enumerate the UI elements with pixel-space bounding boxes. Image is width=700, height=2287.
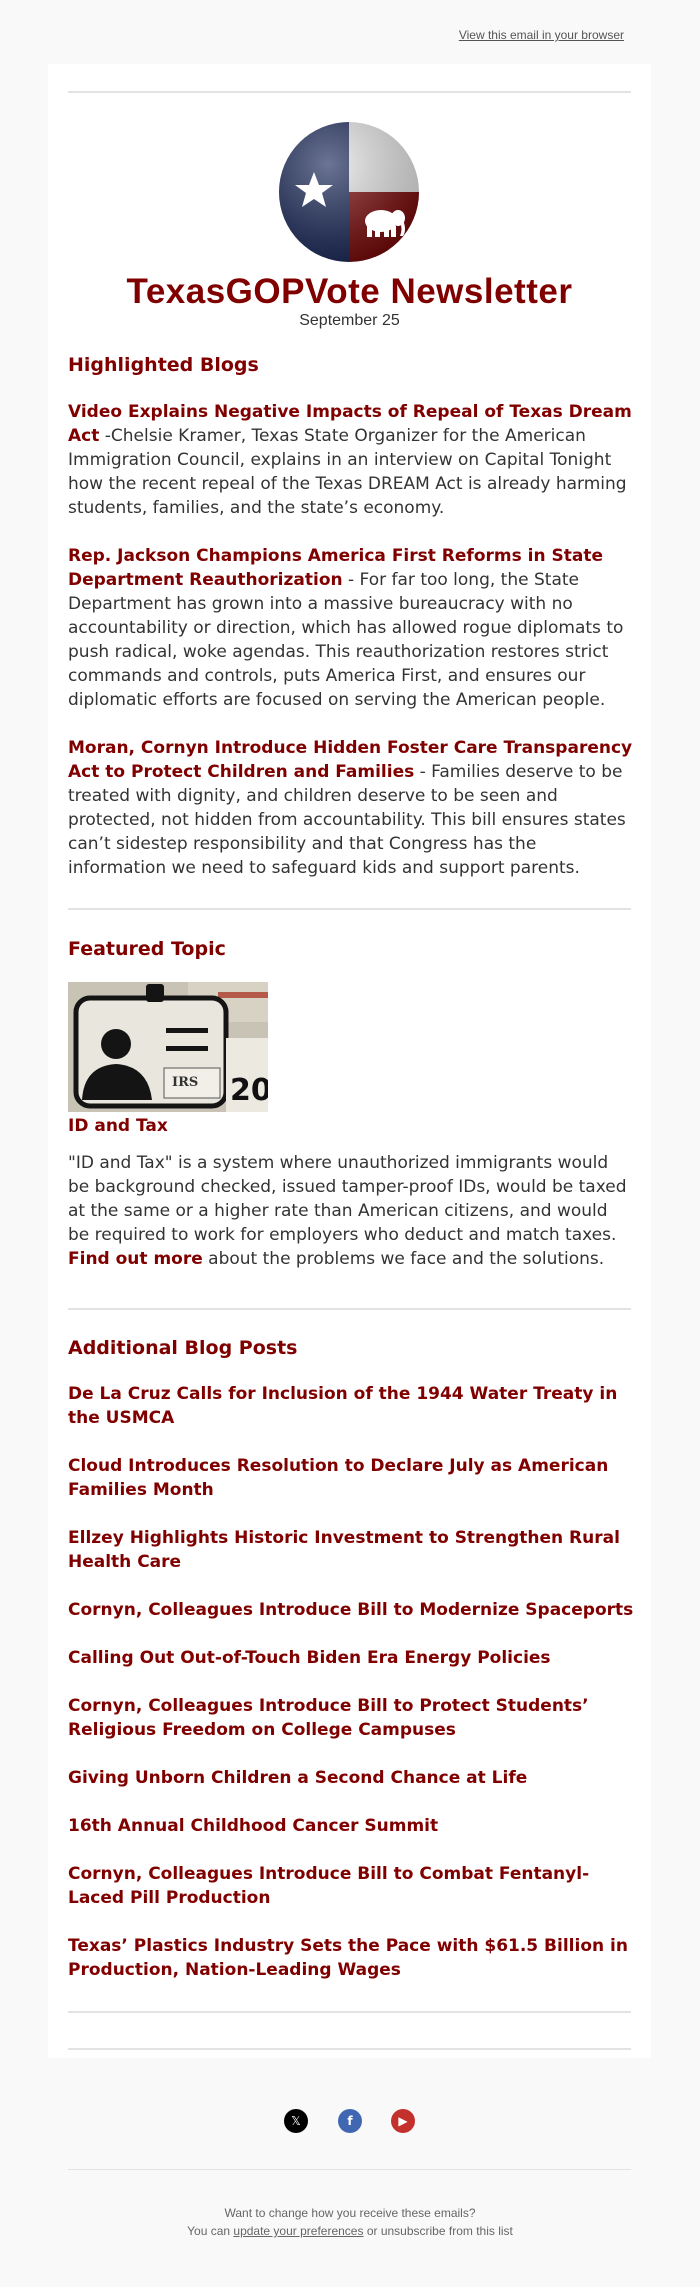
list-item[interactable]: De La Cruz Calls for Inclusion of the 1944 Water Treaty in the USMCA (68, 1384, 618, 1428)
list-item[interactable]: Cornyn, Colleagues Introduce Bill to Protect Students’ Religious Freedom on College Campuses (68, 1696, 589, 1740)
additional-posts-list (68, 1382, 634, 2006)
x-twitter-icon[interactable]: 𝕏 (284, 2109, 308, 2133)
footer-divider (68, 2169, 631, 2170)
featured-topic-heading: Featured Topic (68, 938, 226, 960)
blog-summary: - Families deserve to be treated with dignity, and children deserve to be seen and protected, not hidden from accountability. This bill ensures states can’t sidestep responsibility and that Congress has the information we need to safeguard kids and support parents. (68, 762, 626, 878)
list-item[interactable]: 16th Annual Childhood Cancer Summit (68, 1816, 439, 1836)
list-item[interactable]: Cornyn, Colleagues Introduce Bill to Modernize Spaceports (68, 1600, 634, 1620)
list-item[interactable]: Cloud Introduces Resolution to Declare July as American Families Month (68, 1456, 609, 1500)
view-in-browser-link[interactable]: View this email in your browser (458, 28, 624, 42)
highlighted-blogs-heading: Highlighted Blogs (68, 354, 259, 376)
blog-summary: -Chelsie Kramer, Texas State Organizer for the American Immigration Council, explains in an interview on Capital Tonight how the recent repeal of the Texas DREAM Act is already harming students, families, and the state’s economy. (68, 426, 627, 518)
youtube-icon[interactable]: ▶ (391, 2109, 415, 2133)
featured-topic-text (68, 1151, 634, 1271)
list-item[interactable]: Cornyn, Colleagues Introduce Bill to Combat Fentanyl-Laced Pill Production (68, 1864, 590, 1908)
section-divider (68, 2011, 631, 2013)
footer-text: You can (187, 2224, 234, 2238)
newsletter-date: September 25 (299, 312, 400, 329)
list-item[interactable]: Texas’ Plastics Industry Sets the Pace with $61.5 Billion in Production, Nation-Leading Wages (68, 1936, 628, 1980)
blog-title-link[interactable]: Video Explains Negative Impacts of Repeal of Texas Dream Act (68, 402, 632, 446)
list-item[interactable]: Ellzey Highlights Historic Investment to Strengthen Rural Health Care (68, 1528, 620, 1572)
id-card-image[interactable] (68, 982, 268, 1112)
irs-badge-text: IRS (172, 1075, 199, 1090)
newsletter-title: TexasGOPVote Newsletter (126, 272, 573, 311)
facebook-icon[interactable]: f (338, 2109, 362, 2133)
section-divider (68, 1308, 631, 1310)
find-out-more-link[interactable]: Find out more (68, 1249, 203, 1269)
featured-topic-title[interactable]: ID and Tax (68, 1116, 168, 1136)
additional-posts-heading: Additional Blog Posts (68, 1337, 298, 1359)
featured-body: "ID and Tax" is a system where unauthorized immigrants would be background checked, issued tamper-proof IDs, would be taxed at the same or a higher rate than American citizens, and would be required to work for employers who deduct and match taxes. (68, 1153, 627, 1245)
bottom-divider (68, 2048, 631, 2050)
form-year-text: 20 (230, 1073, 268, 1108)
list-item[interactable]: Calling Out Out-of-Touch Biden Era Energy Policies (68, 1648, 551, 1668)
footer-text: or unsubscribe from this list (363, 2224, 513, 2238)
highlighted-blog-item (68, 400, 634, 520)
update-preferences-link[interactable]: update your preferences (233, 2224, 364, 2238)
top-divider (68, 91, 631, 93)
footer-preferences-text: Want to change how you receive these emails? (224, 2206, 476, 2220)
blog-summary: - For far too long, the State Department has grown into a massive bureaucracy with no accountability or direction, which has allowed rogue diplomats to push radical, woke agendas. This reauthorization restores strict commands and controls, puts America First, and ensures our diplomatic efforts are focused on serving the American people. (68, 570, 624, 710)
highlighted-blog-item (68, 736, 634, 880)
list-item[interactable]: Giving Unborn Children a Second Chance at Life (68, 1768, 528, 1788)
footer-unsubscribe-text (0, 2224, 700, 2238)
newsletter-card (48, 64, 651, 2058)
blog-title-link[interactable]: Moran, Cornyn Introduce Hidden Foster Care Transparency Act to Protect Children and Families (68, 738, 633, 782)
blog-title-link[interactable]: Rep. Jackson Champions America First Reforms in State Department Reauthorization (68, 546, 603, 590)
texas-gop-logo (279, 122, 419, 262)
featured-body-end: about the problems we face and the solutions. (202, 1249, 605, 1269)
section-divider (68, 908, 631, 910)
highlighted-blog-item (68, 544, 634, 712)
